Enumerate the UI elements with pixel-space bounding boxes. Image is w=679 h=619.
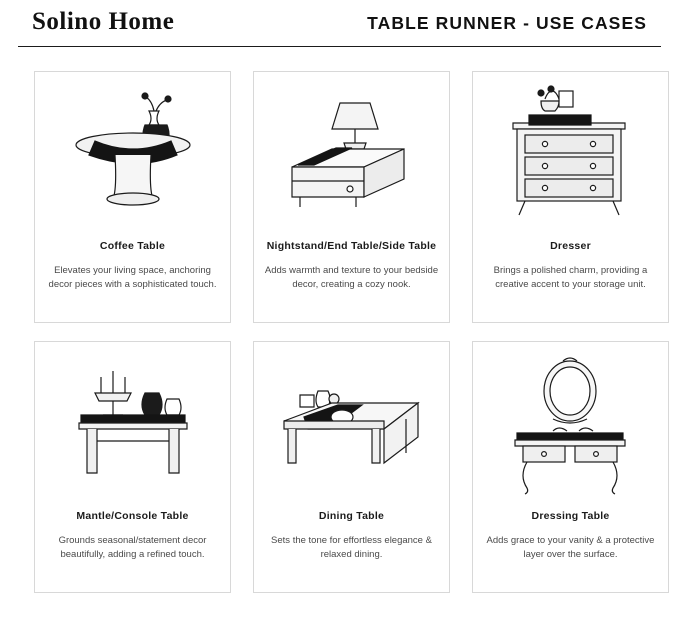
use-case-card xyxy=(34,341,231,593)
console-table-illustration xyxy=(45,352,220,502)
card-title: Dining Table xyxy=(318,510,385,522)
dressing-table-illustration xyxy=(483,352,658,502)
card-title: Dressing Table xyxy=(531,510,610,522)
dresser-illustration xyxy=(483,82,658,232)
card-description: Adds grace to your vanity & a protective layer over the surface. xyxy=(486,535,655,560)
card-title: Nightstand/End Table/Side Table xyxy=(266,240,437,252)
card-description: Sets the tone for effortless elegance & relaxed dining. xyxy=(271,535,432,560)
coffee-table-illustration xyxy=(45,82,220,232)
card-description: Elevates your living space, anchoring decor pieces with a sophisticated touch. xyxy=(48,265,217,290)
brand-logo: Solino Home xyxy=(32,8,175,35)
card-title: Dresser xyxy=(550,240,591,252)
use-case-card xyxy=(34,71,231,323)
use-case-card xyxy=(253,341,450,593)
card-description: Grounds seasonal/statement decor beautifully, adding a refined touch. xyxy=(58,535,207,560)
use-case-card xyxy=(253,71,450,323)
card-title: Coffee Table xyxy=(99,240,166,252)
card-title: Mantle/Console Table xyxy=(76,510,189,522)
dining-table-illustration xyxy=(264,352,439,502)
card-description: Brings a polished charm, providing a creative accent to your storage unit. xyxy=(493,265,648,290)
use-case-card xyxy=(472,71,669,323)
use-case-card xyxy=(472,341,669,593)
nightstand-illustration xyxy=(264,82,439,232)
page-title: TABLE RUNNER - USE CASES xyxy=(367,13,647,33)
page-header xyxy=(18,0,661,47)
card-description: Adds warmth and texture to your bedside decor, creating a cozy nook. xyxy=(264,265,439,290)
use-case-grid xyxy=(18,47,661,593)
